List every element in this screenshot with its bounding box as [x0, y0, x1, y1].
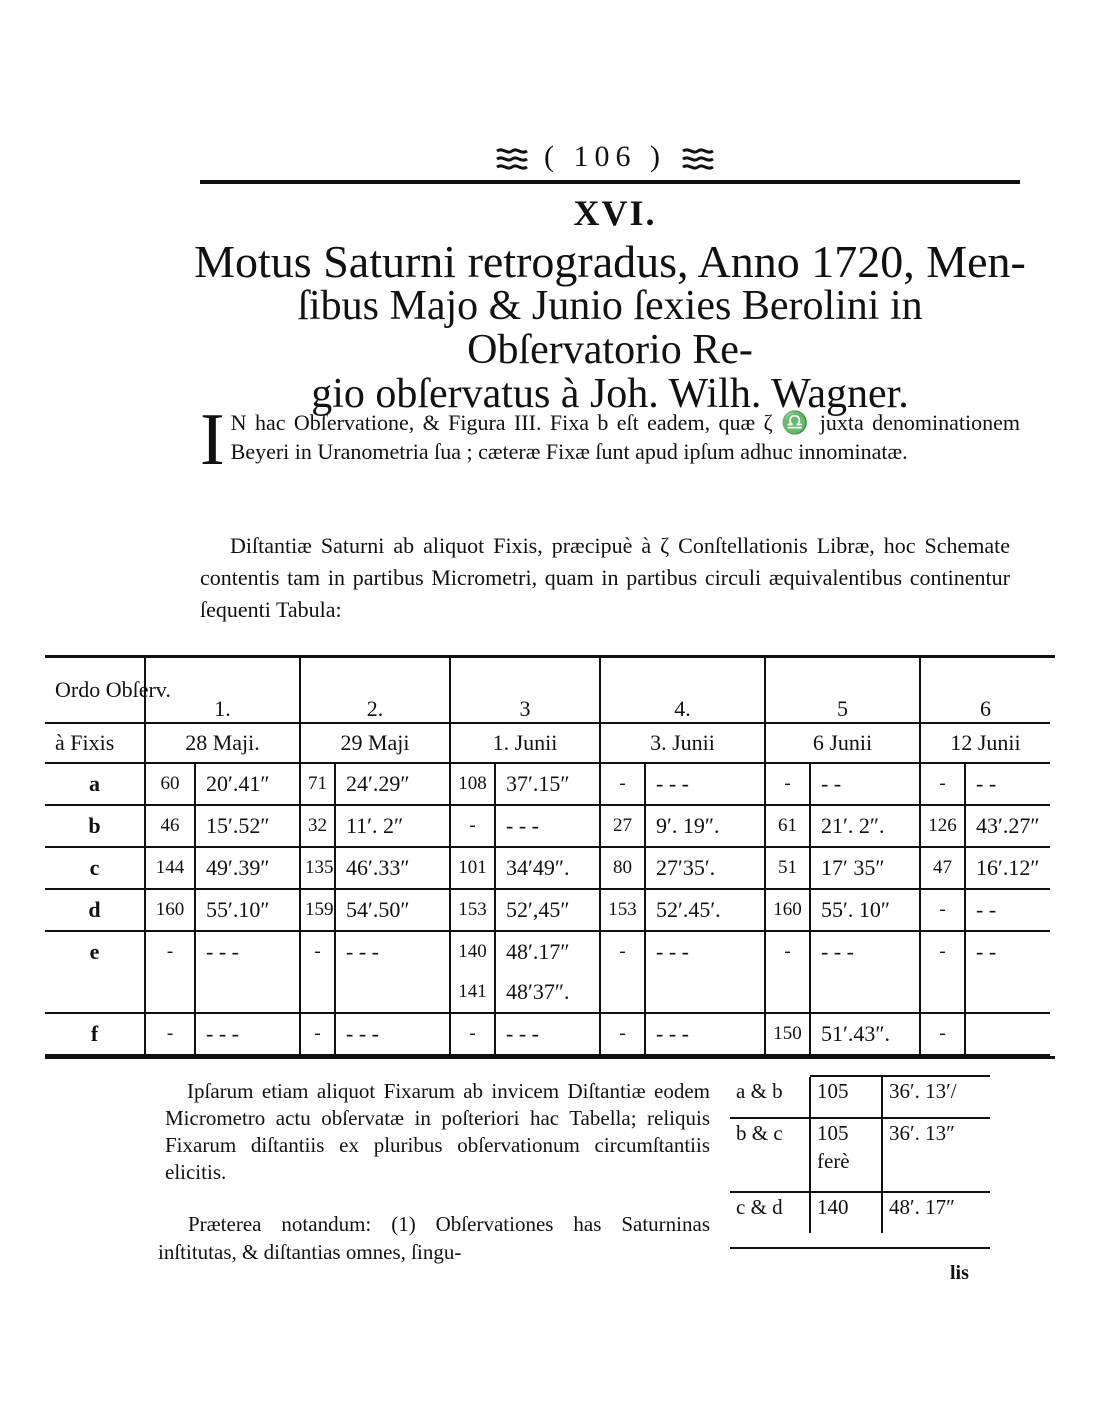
col-num-1: 1. — [145, 658, 300, 723]
table-bottom-rule — [45, 1056, 1055, 1059]
row-label: d — [45, 889, 145, 931]
micrometer-parts: 105 ferè — [810, 1118, 882, 1192]
row-label: c — [45, 847, 145, 889]
micrometer-parts: - — [450, 805, 495, 847]
micrometer-parts: - — [920, 931, 965, 972]
micrometer-parts: 160 — [145, 889, 195, 931]
section-number: XVI. — [573, 193, 657, 233]
arc-distance: - - - — [495, 805, 600, 847]
arc-distance: - - — [965, 763, 1050, 805]
fixed-star-distances-paragraph: Ipſarum etiam aliquot Fixarum ab invicem Diſtantiæ eodem Micrometro actu obſervatæ in poſteriori hac Tabella; reliquis Fixarum diſtantiis ex pluribus obſervationum circumſtantiis elicitis. — [165, 1079, 710, 1184]
arc-distance: - - - — [645, 1013, 765, 1055]
micrometer-parts: 108 — [450, 763, 495, 805]
arc-distance: 54′.50″ — [335, 889, 450, 931]
table-row — [45, 1013, 1050, 1055]
praeterea-paragraph: Præterea notandum: (1) Obſervationes has Saturninas inſtitutas, & diſtantias omnes, ſingu- — [158, 1212, 710, 1264]
micrometer-parts: - — [600, 931, 645, 972]
arc-distance: 43′.27″ — [965, 805, 1050, 847]
arc-distance: - - - — [810, 931, 920, 972]
arc-distance: - - — [965, 931, 1050, 972]
micrometer-parts — [765, 972, 810, 1013]
micrometer-parts: 160 — [765, 889, 810, 931]
page-number-line — [455, 140, 755, 174]
micrometer-parts: - — [920, 763, 965, 805]
arc-distance: - - - — [335, 931, 450, 972]
micrometer-parts: - — [300, 931, 335, 972]
arc-distance: 36′. 13″ — [882, 1118, 990, 1192]
table-row — [45, 889, 1050, 931]
micrometer-parts: 159 — [300, 889, 335, 931]
arc-distance — [335, 972, 450, 1013]
micrometer-parts: 150 — [765, 1013, 810, 1055]
micrometer-parts — [600, 972, 645, 1013]
col-date-2: 29 Maji — [300, 723, 450, 763]
arc-distance: - - - — [645, 763, 765, 805]
arc-distance: - - - — [495, 1013, 600, 1055]
micrometer-parts: 80 — [600, 847, 645, 889]
micrometer-parts: 144 — [145, 847, 195, 889]
arc-distance — [965, 1013, 1050, 1055]
micrometer-parts: - — [765, 763, 810, 805]
table-row — [730, 1118, 990, 1192]
arc-distance: 27′35′. — [645, 847, 765, 889]
arc-distance: 48′37″. — [495, 972, 600, 1013]
arc-distance: 48′.17″ — [495, 931, 600, 972]
micrometer-parts: - — [600, 1013, 645, 1055]
micrometer-parts: 27 — [600, 805, 645, 847]
arc-distance: - - — [810, 763, 920, 805]
col-date-5: 6 Junii — [765, 723, 920, 763]
arc-distance: 17′ 35″ — [810, 847, 920, 889]
micrometer-parts: 126 — [920, 805, 965, 847]
table-row — [45, 931, 1050, 972]
col-date-1: 28 Maji. — [145, 723, 300, 763]
col-date-4: 3. Junii — [600, 723, 765, 763]
running-head — [200, 140, 1020, 190]
small-table-bottom-rule — [730, 1247, 990, 1249]
micrometer-parts — [145, 972, 195, 1013]
a-fixis-header: à Fixis — [45, 723, 145, 763]
micrometer-parts: 46 — [145, 805, 195, 847]
arc-distance: 55′.10″ — [195, 889, 300, 931]
arc-distance: 49′.39″ — [195, 847, 300, 889]
observation-table — [45, 655, 1055, 1059]
arc-distance: - - - — [195, 1013, 300, 1055]
star-pair: b & c — [730, 1118, 810, 1192]
arc-distance: - - - — [645, 931, 765, 972]
arc-distance: 51′.43″. — [810, 1013, 920, 1055]
drop-cap: I — [200, 399, 225, 481]
micrometer-parts: 141 — [450, 972, 495, 1013]
star-distance-table — [730, 1075, 990, 1249]
micrometer-parts: 101 — [450, 847, 495, 889]
micrometer-parts: 140 — [450, 931, 495, 972]
micrometer-parts: 47 — [920, 847, 965, 889]
micrometer-parts: 60 — [145, 763, 195, 805]
col-num-3: 3 — [450, 658, 600, 723]
row-label: f — [45, 1013, 145, 1055]
col-num-6: 6 — [920, 658, 1050, 723]
arc-distance: 52′.45′. — [645, 889, 765, 931]
micrometer-parts: 153 — [600, 889, 645, 931]
arc-distance: 52′,45″ — [495, 889, 600, 931]
star-pair: a & b — [736, 1079, 783, 1103]
arc-distance: 9′. 19″. — [645, 805, 765, 847]
micrometer-parts: 61 — [765, 805, 810, 847]
arc-distance: 48′. 17″ — [882, 1192, 990, 1233]
left-ornament-icon — [493, 147, 531, 171]
arc-distance: 11′. 2″ — [335, 805, 450, 847]
arc-distance — [195, 972, 300, 1013]
micrometer-parts: 32 — [300, 805, 335, 847]
micrometer-parts: - — [920, 1013, 965, 1055]
micrometer-parts: - — [450, 1013, 495, 1055]
arc-distance: - - — [965, 889, 1050, 931]
row-label: b — [45, 805, 145, 847]
ordo-observ-header: Ordo Obſerv. — [45, 658, 145, 723]
arc-distance: 15′.52″ — [195, 805, 300, 847]
article-title — [190, 236, 1030, 417]
micrometer-parts: - — [765, 931, 810, 972]
micrometer-parts: 140 — [810, 1192, 882, 1233]
intro-paragraph — [200, 399, 1020, 481]
micrometer-parts: 105 — [810, 1077, 882, 1118]
micrometer-parts: - — [300, 1013, 335, 1055]
col-date-3: 1. Junii — [450, 723, 600, 763]
micrometer-parts: 153 — [450, 889, 495, 931]
catchword: lis — [950, 1262, 969, 1284]
title-line-2: ſibus Majo & Junio ſexies Berolini in Obſervatorio Re- — [297, 283, 923, 373]
table-row — [45, 805, 1050, 847]
arc-distance — [645, 972, 765, 1013]
col-num-5: 5 — [765, 658, 920, 723]
micrometer-parts: 51 — [765, 847, 810, 889]
table-row — [730, 1077, 990, 1118]
micrometer-parts: 71 — [300, 763, 335, 805]
arc-distance — [810, 972, 920, 1013]
row-label: e — [45, 931, 145, 972]
title-line-3: gio obſervatus à Joh. Wilh. Wagner. — [311, 371, 909, 417]
star-pair: c & d — [730, 1192, 810, 1233]
table-row — [730, 1192, 990, 1233]
title-line-1: Motus Saturni retrogradus, Anno 1720, Men- — [194, 236, 1026, 287]
distantiae-paragraph: Diſtantiæ Saturni ab aliquot Fixis, præcipuè à ζ Conſtellationis Libræ, hoc Schemate contentis tam in partibus Micrometri, quam in partibus circuli æquivalentibus continentur ſequenti Tabula: — [200, 533, 1010, 622]
micrometer-parts: - — [145, 1013, 195, 1055]
arc-distance: 46′.33″ — [335, 847, 450, 889]
arc-distance: 34′49″. — [495, 847, 600, 889]
intro-text: N hac Obſervatione, & Figura III. Fixa b eſt eadem, quæ ζ ♎ juxta denominationem Beyeri in Uranometria ſua ; cæteræ Fixæ ſunt apud ipſum adhuc innominatæ. — [230, 410, 1020, 464]
arc-distance: - - - — [335, 1013, 450, 1055]
micrometer-parts: - — [920, 889, 965, 931]
col-num-2: 2. — [300, 658, 450, 723]
page-number: ( 106 ) — [544, 140, 666, 173]
col-date-6: 12 Junii — [920, 723, 1050, 763]
arc-distance — [965, 972, 1050, 1013]
arc-distance: 37′.15″ — [495, 763, 600, 805]
micrometer-parts — [920, 972, 965, 1013]
micrometer-parts: - — [145, 931, 195, 972]
micrometer-parts — [300, 972, 335, 1013]
arc-distance: 55′. 10″ — [810, 889, 920, 931]
micrometer-parts: - — [600, 763, 645, 805]
row-label — [45, 972, 145, 1013]
arc-distance: 21′. 2″. — [810, 805, 920, 847]
arc-distance: 36′. 13′/ — [882, 1077, 990, 1118]
table-row — [45, 763, 1050, 805]
arc-distance: 20′.41″ — [195, 763, 300, 805]
table-row — [45, 847, 1050, 889]
arc-distance: 24′.29″ — [335, 763, 450, 805]
col-num-4: 4. — [600, 658, 765, 723]
table-row — [45, 972, 1050, 1013]
head-rule — [200, 180, 1020, 184]
micrometer-parts: 135 — [300, 847, 335, 889]
arc-distance: - - - — [195, 931, 300, 972]
row-label: a — [45, 763, 145, 805]
arc-distance: 16′.12″ — [965, 847, 1050, 889]
right-ornament-icon — [679, 147, 717, 171]
